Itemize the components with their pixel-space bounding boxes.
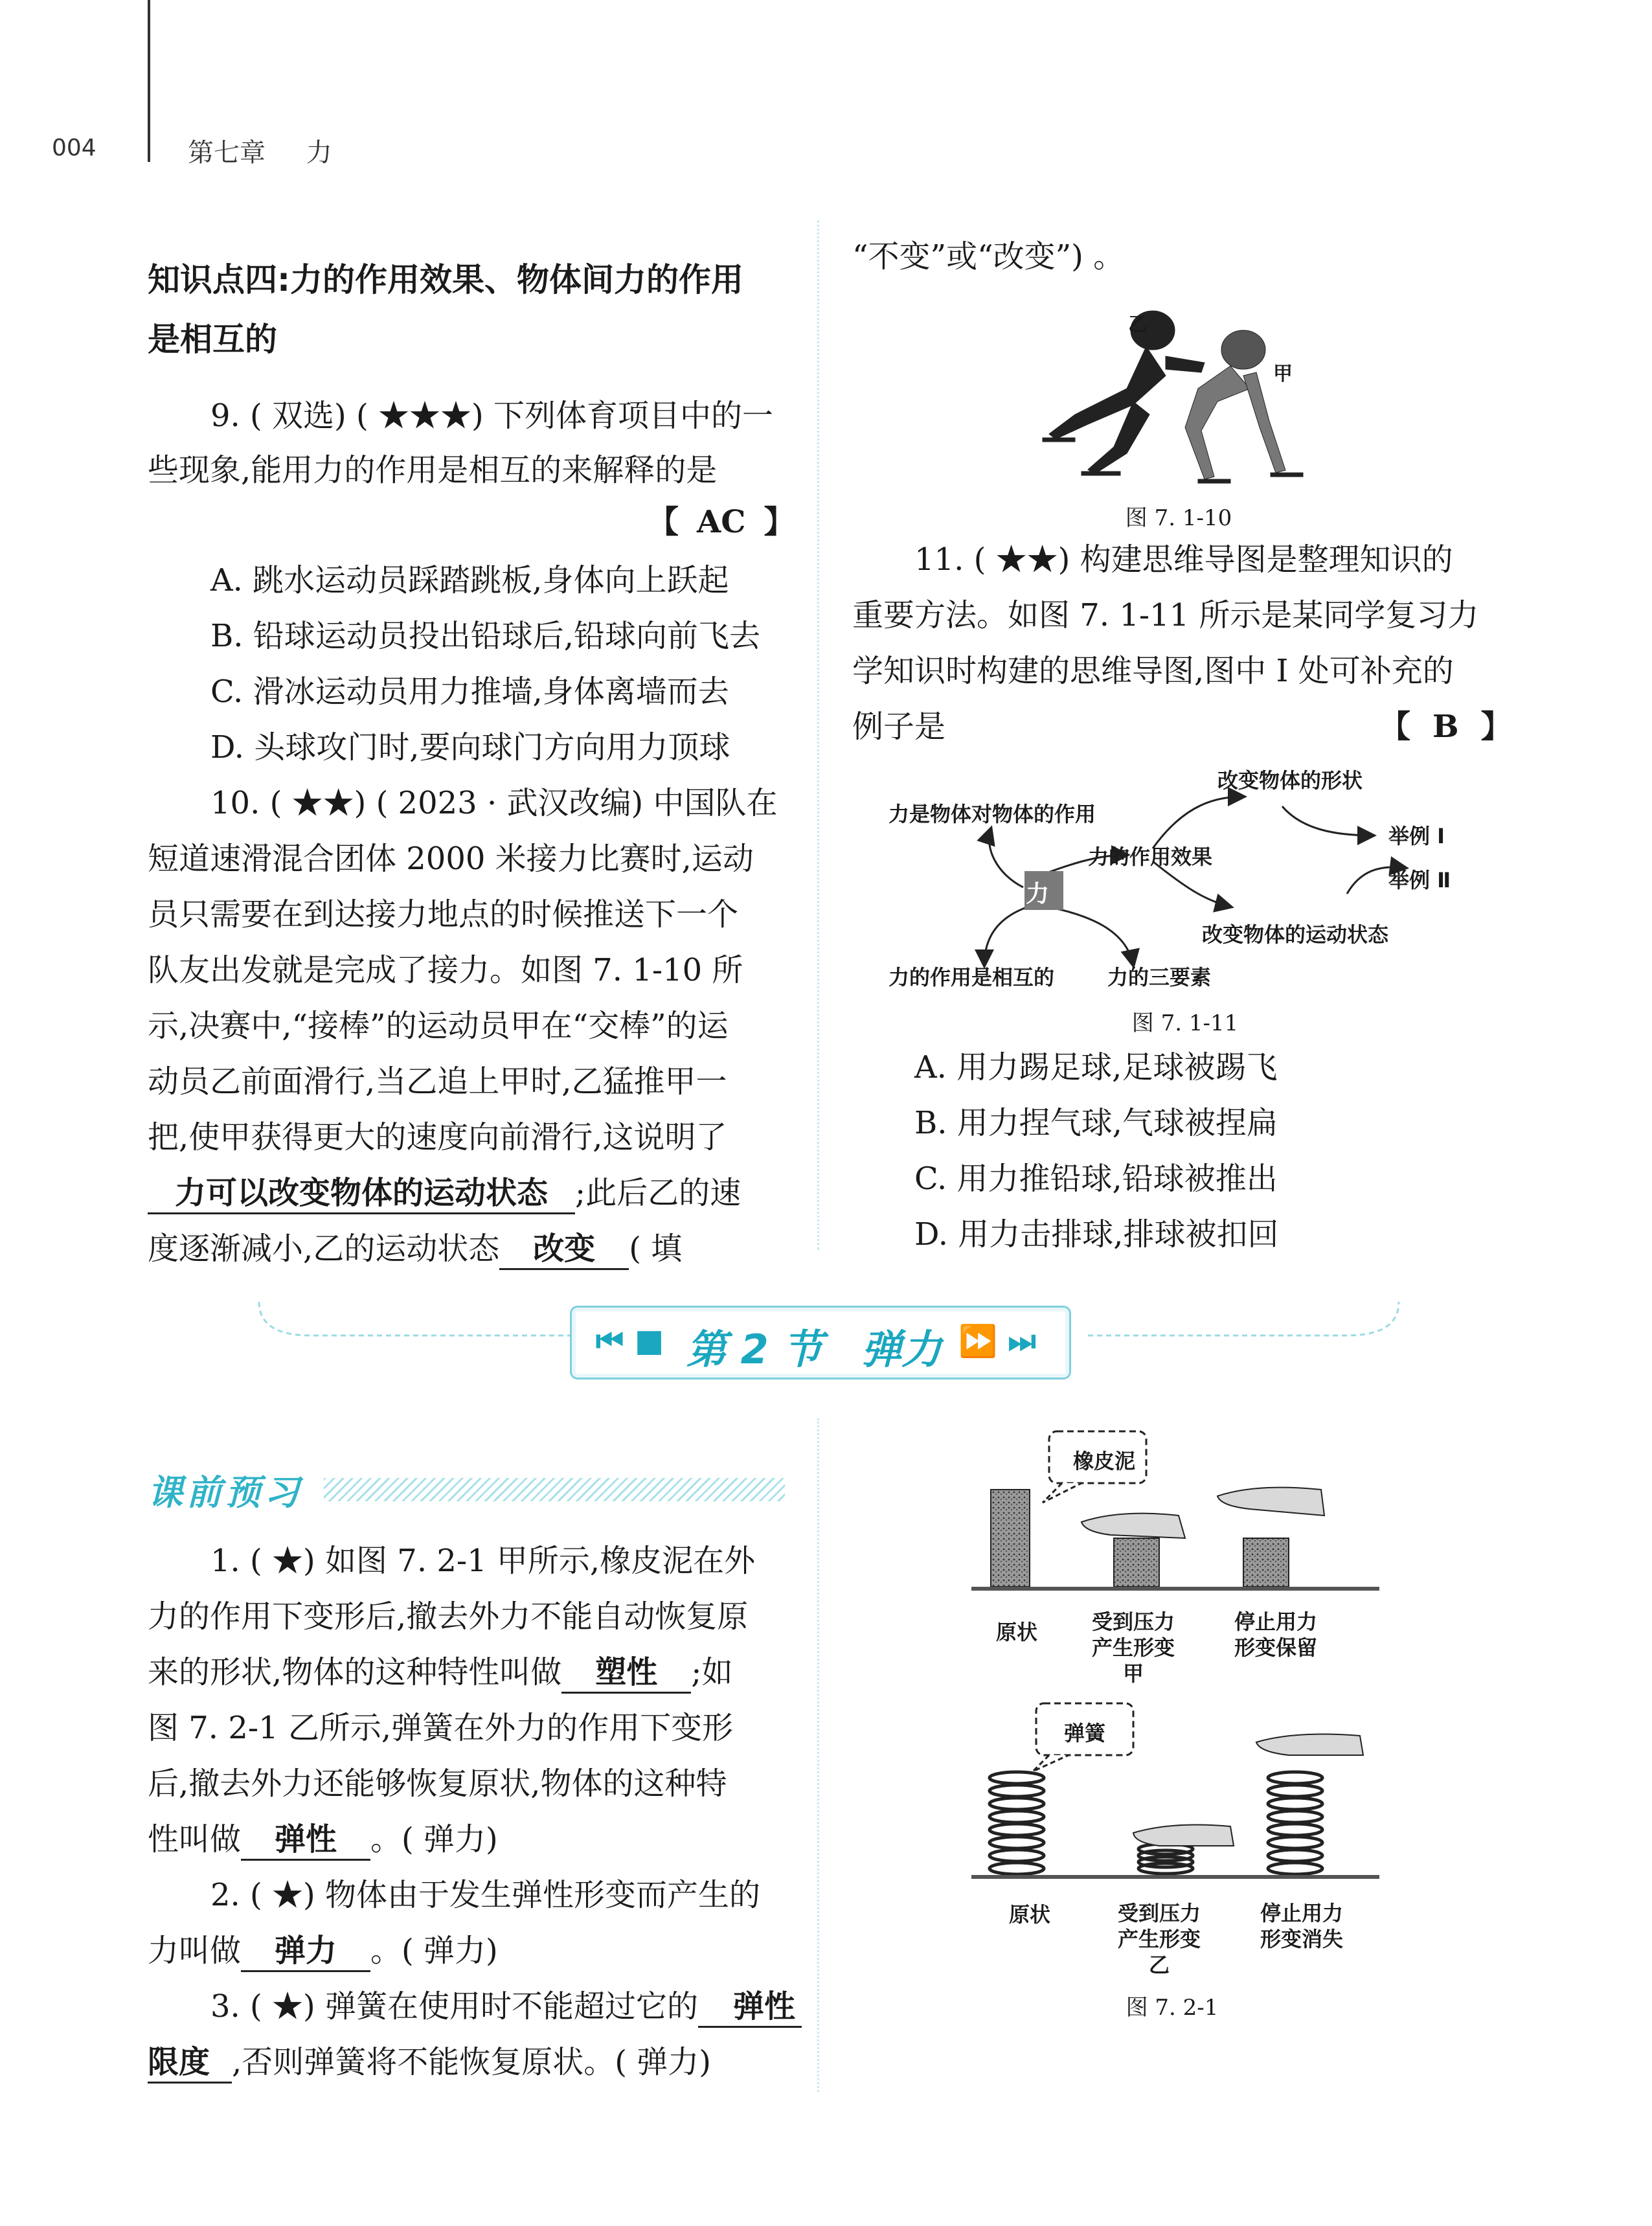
skater-label-jia: 甲 — [1273, 363, 1293, 385]
fig-7-1-11-caption: 图 7. 1-11 — [1131, 1010, 1239, 1036]
clay-pressed — [1114, 1538, 1159, 1587]
q10-blank2: 改变 — [499, 1229, 629, 1270]
pq1-line2: 力的作用下变形后,撤去外力不能自动恢复原 — [148, 1598, 749, 1635]
q10-line5: 示,决赛中,“接棒”的运动员甲在“交棒”的运 — [148, 1008, 729, 1044]
spring-compressed — [1138, 1844, 1193, 1874]
spring-released — [1268, 1772, 1322, 1874]
pq1-blank1: 塑性 — [561, 1653, 691, 1694]
mindmap-node-4: 举例 Ⅰ — [1388, 824, 1445, 848]
q9-line2: 些现象,能用力的作用是相互的来解释的是 — [148, 452, 718, 488]
q10-line3: 员只需要在到达接力地点的时候推送下一个 — [148, 896, 739, 933]
pq1-line4: 图 7. 2-1 乙所示,弹簧在外力的作用下变形 — [148, 1710, 734, 1746]
skaters-figure — [1036, 285, 1321, 492]
q11-line4: 例子是 — [852, 709, 946, 745]
q10-line7: 把,使甲获得更大的速度向前滑行,这说明了 — [148, 1119, 727, 1155]
pq3-blank-part1: 弹性 — [698, 1987, 802, 2028]
q10-line2: 短道速滑混合团体 2000 米接力比赛时,运动 — [148, 841, 754, 877]
spring-label-yi: 乙 — [1148, 1953, 1170, 1977]
mindmap-node-2: 力的作用效果 — [1088, 845, 1213, 869]
q10-line4: 队友出发就是完成了接力。如图 7. 1-10 所 — [148, 952, 743, 988]
mindmap-node-1: 力是物体对物体的作用 — [888, 802, 1096, 826]
q10-line9-after: ( 填 — [629, 1231, 683, 1267]
pq3-blank-part2: 限度 — [148, 2043, 232, 2084]
pq3-line1 — [210, 1987, 802, 2028]
clay-label-jia: 甲 — [1122, 1661, 1144, 1686]
q10-line8 — [148, 1174, 741, 1214]
q11-option-c: C. 用力推铅球,铅球被推出 — [914, 1161, 1278, 1197]
ground-1 — [971, 1587, 1379, 1591]
hand-lifted-2 — [1256, 1734, 1363, 1755]
q11-line1: 11. ( ★★) 构建思维导图是整理知识的 — [914, 541, 1453, 578]
section-banner-left-icons: ⏮ ■ — [596, 1323, 664, 1359]
section-banner-number: 第 2 节 — [686, 1326, 823, 1373]
q9-option-a: A. 跳水运动员踩踏跳板,身体向上跃起 — [210, 562, 729, 598]
section-banner-title: 弹力 — [861, 1326, 942, 1373]
mindmap-center: 力 — [1026, 881, 1050, 907]
clay-label-released-line1: 停止用力 — [1234, 1609, 1317, 1634]
pq2-line2-after: 。( 弹力) — [370, 1933, 498, 1969]
q9-answer: AC — [697, 504, 746, 540]
pq1-blank2: 弹性 — [241, 1820, 370, 1861]
spring-label-released-line1: 停止用力 — [1260, 1901, 1343, 1925]
q11-option-b: B. 用力捏气球,气球被捏扁 — [914, 1105, 1278, 1141]
pq2-blank: 弹力 — [241, 1931, 370, 1972]
fig-7-1-10-caption: 图 7. 1-10 — [1125, 505, 1232, 531]
spring-label-pressed-line1: 受到压力 — [1117, 1901, 1201, 1925]
spring-label-original: 原状 — [1008, 1902, 1050, 1927]
q9-answer-bracket: 【 AC 】 — [648, 504, 795, 540]
pq1-line3-before: 来的形状,物体的这种特性叫做 — [148, 1654, 562, 1690]
spring-label-released-line2: 形变消失 — [1260, 1927, 1343, 1951]
pq2-line2-before: 力叫做 — [148, 1933, 242, 1969]
preview-heading-hatch — [324, 1478, 785, 1501]
section-title-line1: 知识点四:力的作用效果、物体间力的作用 — [148, 261, 743, 299]
pq2-line2 — [148, 1931, 498, 1972]
q11-answer-bracket: 【 B 】 — [1379, 709, 1512, 745]
pq3-line2-after: ,否则弹簧将不能恢复原状。( 弹力) — [232, 2044, 711, 2080]
spring-label-released — [1243, 1900, 1360, 1952]
section-banner-right-icons: ⏩ ⏭ — [958, 1323, 1036, 1359]
q11-line2: 重要方法。如图 7. 1-11 所示是某同学复习力 — [852, 597, 1479, 633]
clay-released — [1243, 1538, 1289, 1587]
skater-jia — [1185, 330, 1303, 483]
pq1-line6 — [148, 1820, 498, 1861]
q10-line6: 动员乙前面滑行,当乙追上甲时,乙猛推甲一 — [148, 1063, 727, 1100]
q10-line8-after: ;此后乙的速 — [575, 1175, 741, 1211]
skater-label-yi: 乙 — [1128, 313, 1148, 336]
chapter-title: 力 — [306, 138, 332, 168]
hand-pressing-2 — [1133, 1825, 1234, 1846]
clay-label-released — [1217, 1609, 1334, 1661]
page-number: 004 — [52, 135, 96, 161]
mindmap-node-5: 举例 Ⅱ — [1388, 868, 1451, 892]
spring-label-pressed — [1101, 1900, 1217, 1978]
column-divider-top — [817, 220, 819, 1250]
pq3-line1-before: 3. ( ★) 弹簧在使用时不能超过它的 — [210, 1988, 699, 2025]
q9-option-c: C. 滑冰运动员用力推墙,身体离墙而去 — [210, 674, 729, 710]
clay-original — [991, 1490, 1030, 1587]
q9-line1: 9. ( 双选) ( ★★★) 下列体育项目中的一 — [210, 398, 773, 434]
pq1-line6-before: 性叫做 — [148, 1821, 242, 1857]
column-divider-bottom — [817, 1418, 819, 2092]
q10-line1: 10. ( ★★) ( 2023 · 武汉改编) 中国队在 — [210, 785, 778, 821]
pq3-line2 — [148, 2043, 711, 2084]
chapter-number: 第七章 — [188, 138, 266, 168]
q11-option-a: A. 用力踢足球,足球被踢飞 — [914, 1049, 1278, 1085]
arrow-to-n7 — [984, 907, 1028, 965]
hand-pressing-1 — [1081, 1514, 1185, 1538]
pq1-line1: 1. ( ★) 如图 7. 2-1 甲所示,橡皮泥在外 — [210, 1543, 756, 1579]
preview-heading: 课前预习 — [148, 1472, 303, 1513]
clay-label-pressed-line2: 产生形变 — [1091, 1635, 1175, 1660]
bubble-spring-label: 弹簧 — [1063, 1721, 1105, 1745]
q10-line9-before: 度逐渐减小,乙的运动状态 — [148, 1231, 500, 1267]
mindmap-figure — [881, 758, 1464, 991]
q11-line3: 学知识时构建的思维导图,图中 Ⅰ 处可补充的 — [852, 653, 1454, 689]
clay-label-pressed — [1075, 1609, 1192, 1687]
clay-label-original: 原状 — [995, 1620, 1037, 1644]
mindmap-node-8: 力的三要素 — [1107, 965, 1212, 990]
clay-label-released-line2: 形变保留 — [1234, 1635, 1317, 1660]
bubble-clay-label: 橡皮泥 — [1072, 1449, 1135, 1473]
header-rule — [148, 0, 150, 162]
spring-original — [990, 1772, 1044, 1874]
pq1-line6-after: 。( 弹力) — [370, 1821, 498, 1857]
arrow-to-n8 — [1028, 903, 1133, 965]
q10-continuation: “不变”或“改变”) 。 — [852, 238, 1125, 275]
skater-yi — [1043, 311, 1205, 475]
section-title-line2: 是相互的 — [148, 321, 277, 358]
pq1-line5: 后,撤去外力还能够恢复原状,物体的这种特 — [148, 1766, 727, 1802]
clay-label-pressed-line1: 受到压力 — [1091, 1609, 1175, 1634]
pq2-line1: 2. ( ★) 物体由于发生弹性形变而产生的 — [210, 1877, 761, 1913]
q9-option-d: D. 头球攻门时,要向球门方向用力顶球 — [210, 729, 730, 766]
fig-7-2-1-caption: 图 7. 2-1 — [1126, 1995, 1219, 2021]
ground-2 — [971, 1875, 1379, 1879]
pq1-line3 — [148, 1653, 732, 1694]
chapter-label — [188, 132, 332, 169]
hand-lifted-1 — [1217, 1488, 1324, 1516]
pq1-line3-after: ;如 — [691, 1654, 733, 1690]
mindmap-node-6: 改变物体的运动状态 — [1202, 922, 1389, 947]
mindmap-node-3: 改变物体的形状 — [1217, 768, 1363, 793]
spring-label-pressed-line2: 产生形变 — [1117, 1927, 1201, 1951]
q11-option-d: D. 用力击排球,排球被扣回 — [914, 1216, 1279, 1253]
arrow-to-n1 — [989, 829, 1023, 887]
q11-answer: B — [1432, 709, 1459, 745]
q10-line9 — [148, 1229, 682, 1270]
q9-option-b: B. 铅球运动员投出铅球后,铅球向前飞去 — [210, 618, 761, 654]
mindmap-node-7: 力的作用是相互的 — [888, 965, 1055, 990]
arrow-to-n4 — [1282, 806, 1373, 835]
q10-blank1: 力可以改变物体的运动状态 — [148, 1174, 575, 1214]
